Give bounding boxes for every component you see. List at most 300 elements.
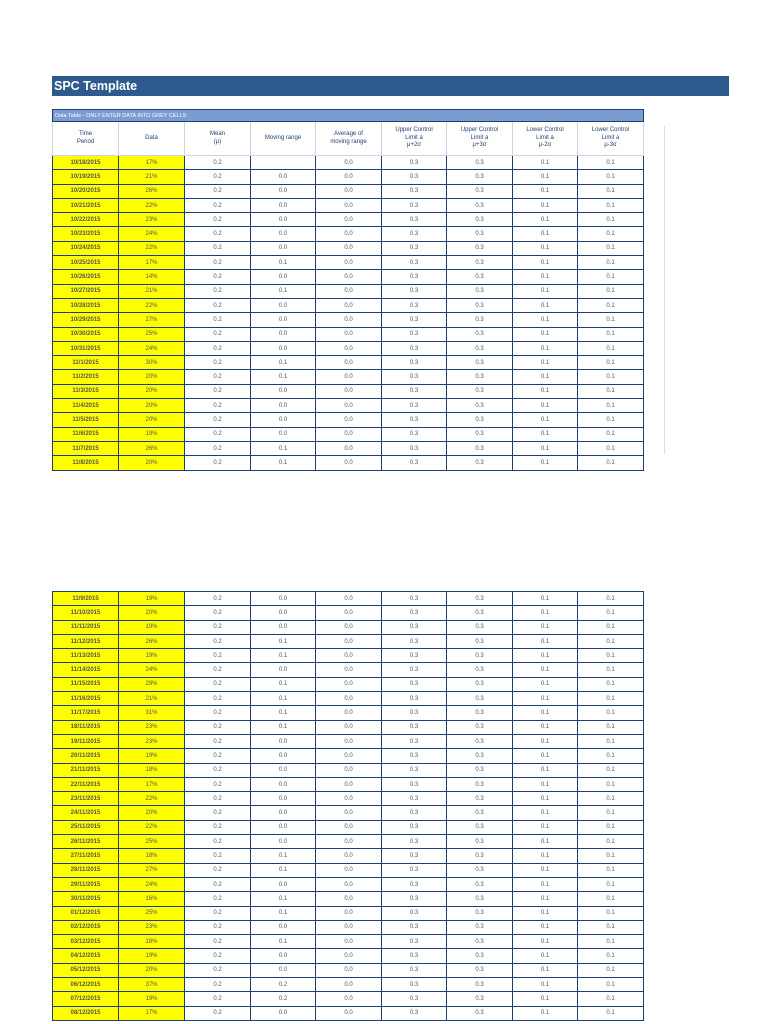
lcl-2sigma-cell: 0.1 [513, 356, 578, 370]
date-cell[interactable]: 24/11/2015 [53, 806, 119, 820]
ucl-3sigma-cell: 0.3 [447, 227, 513, 241]
ucl-3sigma-cell: 0.3 [447, 863, 513, 877]
data-input-cell[interactable]: 23% [119, 920, 185, 934]
date-cell[interactable]: 30/11/2015 [53, 892, 119, 906]
lcl-2sigma-cell: 0.1 [513, 298, 578, 312]
ucl-2sigma-cell: 0.3 [382, 734, 447, 748]
mean-cell: 0.2 [185, 706, 251, 720]
lcl-2sigma-cell: 0.1 [513, 441, 578, 455]
moving-range-cell: 0.0 [251, 963, 316, 977]
ucl-2sigma-cell: 0.3 [382, 170, 447, 184]
data-input-cell[interactable]: 18% [119, 763, 185, 777]
header-mean [185, 122, 251, 156]
ucl-2sigma-cell: 0.3 [382, 227, 447, 241]
ucl-2sigma-cell: 0.3 [382, 313, 447, 327]
ucl-2sigma-cell: 0.3 [382, 692, 447, 706]
date-cell[interactable]: 11/12/2015 [53, 634, 119, 648]
lcl-3sigma-cell: 0.1 [578, 399, 644, 413]
average-moving-range-cell: 0.0 [316, 198, 382, 212]
date-cell[interactable]: 11/4/2015 [53, 399, 119, 413]
table-row [53, 592, 644, 606]
lcl-3sigma-cell: 0.1 [578, 906, 644, 920]
lcl-2sigma-cell: 0.1 [513, 620, 578, 634]
average-moving-range-cell: 0.0 [316, 863, 382, 877]
ucl-3sigma-cell: 0.3 [447, 356, 513, 370]
average-moving-range-cell: 0.0 [316, 677, 382, 691]
lcl-2sigma-cell: 0.1 [513, 835, 578, 849]
date-cell[interactable]: 10/21/2015 [53, 198, 119, 212]
table-row [53, 441, 644, 455]
lcl-2sigma-cell: 0.1 [513, 634, 578, 648]
header-moving-range [251, 122, 316, 156]
average-moving-range-cell: 0.0 [316, 592, 382, 606]
moving-range-cell: 0.0 [251, 777, 316, 791]
table-row [53, 370, 644, 384]
header-lcl-2sigma [513, 122, 578, 156]
date-cell[interactable]: 10/30/2015 [53, 327, 119, 341]
date-cell[interactable]: 11/2/2015 [53, 370, 119, 384]
table-row [53, 706, 644, 720]
ucl-2sigma-cell: 0.3 [382, 298, 447, 312]
date-cell[interactable]: 03/12/2015 [53, 935, 119, 949]
data-input-cell[interactable]: 25% [119, 906, 185, 920]
data-input-cell[interactable]: 20% [119, 963, 185, 977]
ucl-3sigma-cell: 0.3 [447, 213, 513, 227]
header-line: (μ) [213, 138, 222, 145]
header-line: μ-2σ [538, 142, 552, 149]
date-cell[interactable]: 10/20/2015 [53, 184, 119, 198]
mean-cell: 0.2 [185, 835, 251, 849]
mean-cell: 0.2 [185, 677, 251, 691]
data-input-cell[interactable]: 14% [119, 270, 185, 284]
data-input-cell[interactable]: 24% [119, 341, 185, 355]
ucl-2sigma-cell: 0.3 [382, 370, 447, 384]
date-cell[interactable]: 25/11/2015 [53, 820, 119, 834]
data-input-cell[interactable]: 27% [119, 313, 185, 327]
ucl-2sigma-cell: 0.3 [382, 341, 447, 355]
moving-range-cell: 0.1 [251, 892, 316, 906]
ucl-3sigma-cell: 0.3 [447, 920, 513, 934]
table-row [53, 184, 644, 198]
average-moving-range-cell: 0.0 [316, 820, 382, 834]
table-row [53, 649, 644, 663]
date-cell[interactable]: 10/22/2015 [53, 213, 119, 227]
data-input-cell[interactable]: 37% [119, 978, 185, 992]
ucl-2sigma-cell: 0.3 [382, 877, 447, 891]
ucl-2sigma-cell: 0.3 [382, 256, 447, 270]
mean-cell: 0.2 [185, 892, 251, 906]
data-input-cell[interactable]: 20% [119, 413, 185, 427]
lcl-3sigma-cell: 0.1 [578, 441, 644, 455]
date-cell[interactable]: 19/11/2015 [53, 734, 119, 748]
moving-range-cell: 0.0 [251, 920, 316, 934]
data-input-cell[interactable]: 24% [119, 227, 185, 241]
date-cell[interactable]: 11/13/2015 [53, 649, 119, 663]
table-row [53, 634, 644, 648]
average-moving-range-cell: 0.0 [316, 456, 382, 470]
data-input-cell[interactable]: 22% [119, 298, 185, 312]
data-input-cell[interactable]: 21% [119, 692, 185, 706]
date-cell[interactable]: 10/19/2015 [53, 170, 119, 184]
mean-cell: 0.2 [185, 427, 251, 441]
lcl-2sigma-cell: 0.1 [513, 213, 578, 227]
ucl-3sigma-cell: 0.3 [447, 184, 513, 198]
lcl-3sigma-cell: 0.1 [578, 892, 644, 906]
date-cell[interactable]: 11/3/2015 [53, 384, 119, 398]
table-row [53, 877, 644, 891]
lcl-2sigma-cell: 0.1 [513, 963, 578, 977]
data-input-cell[interactable]: 26% [119, 184, 185, 198]
mean-cell: 0.2 [185, 456, 251, 470]
moving-range-cell: 0.0 [251, 170, 316, 184]
data-input-cell[interactable]: 20% [119, 606, 185, 620]
date-cell[interactable]: 07/12/2015 [53, 992, 119, 1006]
data-input-cell[interactable]: 29% [119, 677, 185, 691]
moving-range-cell: 0.1 [251, 356, 316, 370]
table-row [53, 920, 644, 934]
date-cell[interactable]: 11/9/2015 [53, 592, 119, 606]
lcl-2sigma-cell: 0.1 [513, 792, 578, 806]
data-input-cell[interactable]: 17% [119, 777, 185, 791]
data-table-top [52, 109, 644, 471]
moving-range-cell: 0.1 [251, 677, 316, 691]
moving-range-cell: 0.0 [251, 427, 316, 441]
data-input-cell[interactable]: 19% [119, 427, 185, 441]
date-cell[interactable]: 10/18/2015 [53, 156, 119, 170]
data-input-cell[interactable]: 25% [119, 835, 185, 849]
data-input-cell[interactable]: 20% [119, 370, 185, 384]
date-cell[interactable]: 11/16/2015 [53, 692, 119, 706]
date-cell[interactable]: 10/26/2015 [53, 270, 119, 284]
table-row [53, 749, 644, 763]
moving-range-cell: 0.1 [251, 649, 316, 663]
ucl-3sigma-cell: 0.3 [447, 792, 513, 806]
average-moving-range-cell: 0.0 [316, 663, 382, 677]
date-cell[interactable]: 28/11/2015 [53, 863, 119, 877]
lcl-2sigma-cell: 0.1 [513, 849, 578, 863]
date-cell[interactable]: 11/7/2015 [53, 441, 119, 455]
date-cell[interactable]: 11/6/2015 [53, 427, 119, 441]
moving-range-cell: 0.0 [251, 792, 316, 806]
date-cell[interactable]: 27/11/2015 [53, 849, 119, 863]
date-cell[interactable]: 06/12/2015 [53, 978, 119, 992]
moving-range-cell: 0.0 [251, 298, 316, 312]
date-cell[interactable]: 08/12/2015 [53, 1006, 119, 1020]
date-cell[interactable]: 02/12/2015 [53, 920, 119, 934]
mean-cell: 0.2 [185, 370, 251, 384]
moving-range-cell: 0.0 [251, 213, 316, 227]
ucl-2sigma-cell: 0.3 [382, 963, 447, 977]
date-cell[interactable]: 11/1/2015 [53, 356, 119, 370]
ucl-2sigma-cell: 0.3 [382, 441, 447, 455]
moving-range-cell: 0.0 [251, 734, 316, 748]
ucl-3sigma-cell: 0.3 [447, 1006, 513, 1020]
mean-cell: 0.2 [185, 256, 251, 270]
moving-range-cell: 0.1 [251, 441, 316, 455]
table-row [53, 384, 644, 398]
lcl-3sigma-cell: 0.1 [578, 213, 644, 227]
lcl-3sigma-cell: 0.1 [578, 456, 644, 470]
data-input-cell[interactable]: 18% [119, 935, 185, 949]
lcl-2sigma-cell: 0.1 [513, 720, 578, 734]
date-cell[interactable]: 11/17/2015 [53, 706, 119, 720]
moving-range-cell: 0.1 [251, 284, 316, 298]
mean-cell: 0.2 [185, 877, 251, 891]
ucl-2sigma-cell: 0.3 [382, 356, 447, 370]
average-moving-range-cell: 0.0 [316, 835, 382, 849]
date-cell[interactable]: 29/11/2015 [53, 877, 119, 891]
date-cell[interactable]: 11/8/2015 [53, 456, 119, 470]
date-cell[interactable]: 11/15/2015 [53, 677, 119, 691]
lcl-3sigma-cell: 0.1 [578, 284, 644, 298]
data-input-cell[interactable]: 26% [119, 634, 185, 648]
data-input-cell[interactable]: 17% [119, 1006, 185, 1020]
header-line: Limit a [470, 134, 489, 141]
ucl-2sigma-cell: 0.3 [382, 620, 447, 634]
average-moving-range-cell: 0.0 [316, 649, 382, 663]
average-moving-range-cell: 0.0 [316, 692, 382, 706]
average-moving-range-cell: 0.0 [316, 763, 382, 777]
date-cell[interactable]: 10/29/2015 [53, 313, 119, 327]
lcl-2sigma-cell: 0.1 [513, 663, 578, 677]
data-input-cell[interactable]: 19% [119, 749, 185, 763]
average-moving-range-cell: 0.0 [316, 634, 382, 648]
data-table-banner: Data Table - ONLY ENTER DATA INTO GREY CELLS [53, 110, 644, 122]
ucl-3sigma-cell: 0.3 [447, 892, 513, 906]
ucl-3sigma-cell: 0.3 [447, 820, 513, 834]
lcl-3sigma-cell: 0.1 [578, 198, 644, 212]
mean-cell: 0.2 [185, 992, 251, 1006]
data-input-cell[interactable]: 19% [119, 592, 185, 606]
lcl-3sigma-cell: 0.1 [578, 734, 644, 748]
data-input-cell[interactable]: 18% [119, 849, 185, 863]
lcl-3sigma-cell: 0.1 [578, 692, 644, 706]
date-cell[interactable]: 20/11/2015 [53, 749, 119, 763]
lcl-2sigma-cell: 0.1 [513, 256, 578, 270]
date-cell[interactable]: 10/27/2015 [53, 284, 119, 298]
average-moving-range-cell: 0.0 [316, 256, 382, 270]
date-cell[interactable]: 11/5/2015 [53, 413, 119, 427]
date-cell[interactable]: 22/11/2015 [53, 777, 119, 791]
header-line: Period [76, 138, 95, 145]
mean-cell: 0.2 [185, 356, 251, 370]
lcl-3sigma-cell: 0.1 [578, 763, 644, 777]
date-cell[interactable]: 05/12/2015 [53, 963, 119, 977]
data-input-cell[interactable]: 17% [119, 156, 185, 170]
moving-range-cell: 0.0 [251, 384, 316, 398]
mean-cell: 0.2 [185, 270, 251, 284]
mean-cell: 0.2 [185, 935, 251, 949]
data-input-cell[interactable]: 24% [119, 877, 185, 891]
ucl-3sigma-cell: 0.3 [447, 663, 513, 677]
moving-range-cell: 0.1 [251, 692, 316, 706]
data-table-bottom [52, 591, 644, 1021]
lcl-3sigma-cell: 0.1 [578, 777, 644, 791]
ucl-3sigma-cell: 0.3 [447, 992, 513, 1006]
date-cell[interactable]: 01/12/2015 [53, 906, 119, 920]
mean-cell: 0.2 [185, 806, 251, 820]
lcl-3sigma-cell: 0.1 [578, 663, 644, 677]
moving-range-cell: 0.1 [251, 863, 316, 877]
data-input-cell[interactable]: 19% [119, 992, 185, 1006]
mean-cell: 0.2 [185, 820, 251, 834]
ucl-3sigma-cell: 0.3 [447, 456, 513, 470]
mean-cell: 0.2 [185, 298, 251, 312]
data-input-cell[interactable]: 22% [119, 241, 185, 255]
date-cell[interactable]: 11/10/2015 [53, 606, 119, 620]
date-cell[interactable]: 10/31/2015 [53, 341, 119, 355]
data-input-cell[interactable]: 26% [119, 441, 185, 455]
lcl-3sigma-cell: 0.1 [578, 806, 644, 820]
ucl-2sigma-cell: 0.3 [382, 592, 447, 606]
header-line: μ+2σ [406, 142, 421, 149]
average-moving-range-cell: 0.0 [316, 241, 382, 255]
table-row [53, 213, 644, 227]
data-input-cell[interactable]: 23% [119, 734, 185, 748]
ucl-2sigma-cell: 0.3 [382, 978, 447, 992]
data-input-cell[interactable]: 25% [119, 327, 185, 341]
average-moving-range-cell: 0.0 [316, 413, 382, 427]
ucl-2sigma-cell: 0.3 [382, 456, 447, 470]
lcl-3sigma-cell: 0.1 [578, 256, 644, 270]
table-row [53, 156, 644, 170]
sheet-title: SPC Template [52, 76, 729, 96]
date-cell[interactable]: 11/14/2015 [53, 663, 119, 677]
data-input-cell[interactable]: 19% [119, 649, 185, 663]
table-row [53, 620, 644, 634]
data-input-cell[interactable]: 30% [119, 356, 185, 370]
mean-cell: 0.2 [185, 777, 251, 791]
moving-range-cell: 0.0 [251, 820, 316, 834]
ucl-3sigma-cell: 0.3 [447, 935, 513, 949]
ucl-3sigma-cell: 0.3 [447, 341, 513, 355]
moving-range-cell: 0.0 [251, 184, 316, 198]
data-input-cell[interactable]: 19% [119, 620, 185, 634]
lcl-2sigma-cell: 0.1 [513, 156, 578, 170]
date-cell[interactable]: 11/11/2015 [53, 620, 119, 634]
date-cell[interactable]: 10/24/2015 [53, 241, 119, 255]
lcl-2sigma-cell: 0.1 [513, 863, 578, 877]
data-input-cell[interactable]: 22% [119, 792, 185, 806]
average-moving-range-cell: 0.0 [316, 156, 382, 170]
sheet-divider [664, 126, 665, 454]
ucl-2sigma-cell: 0.3 [382, 906, 447, 920]
date-cell[interactable]: 10/28/2015 [53, 298, 119, 312]
column-header-row [53, 122, 644, 156]
ucl-2sigma-cell: 0.3 [382, 606, 447, 620]
lcl-2sigma-cell: 0.1 [513, 270, 578, 284]
data-input-cell[interactable]: 20% [119, 399, 185, 413]
ucl-3sigma-cell: 0.3 [447, 763, 513, 777]
average-moving-range-cell: 0.0 [316, 213, 382, 227]
average-moving-range-cell: 0.0 [316, 298, 382, 312]
lcl-2sigma-cell: 0.1 [513, 692, 578, 706]
date-cell[interactable]: 18/11/2015 [53, 720, 119, 734]
moving-range-cell: 0.0 [251, 949, 316, 963]
data-input-cell[interactable]: 20% [119, 384, 185, 398]
mean-cell: 0.2 [185, 198, 251, 212]
moving-range-cell: 0.0 [251, 592, 316, 606]
data-input-cell[interactable]: 17% [119, 256, 185, 270]
table-row [53, 863, 644, 877]
lcl-3sigma-cell: 0.1 [578, 241, 644, 255]
moving-range-cell: 0.0 [251, 313, 316, 327]
mean-cell: 0.2 [185, 792, 251, 806]
date-cell[interactable]: 23/11/2015 [53, 792, 119, 806]
header-line: Limit a [536, 134, 554, 141]
ucl-3sigma-cell: 0.3 [447, 734, 513, 748]
data-input-cell[interactable]: 20% [119, 456, 185, 470]
moving-range-cell: 0.0 [251, 606, 316, 620]
header-average-moving-range [316, 122, 382, 156]
mean-cell: 0.2 [185, 313, 251, 327]
data-input-cell[interactable]: 23% [119, 720, 185, 734]
average-moving-range-cell: 0.0 [316, 270, 382, 284]
mean-cell: 0.2 [185, 978, 251, 992]
table-row [53, 720, 644, 734]
mean-cell: 0.2 [185, 863, 251, 877]
data-input-cell[interactable]: 22% [119, 820, 185, 834]
ucl-3sigma-cell: 0.3 [447, 978, 513, 992]
data-input-cell[interactable]: 23% [119, 213, 185, 227]
ucl-2sigma-cell: 0.3 [382, 270, 447, 284]
average-moving-range-cell: 0.0 [316, 427, 382, 441]
data-input-cell[interactable]: 21% [119, 284, 185, 298]
lcl-3sigma-cell: 0.1 [578, 792, 644, 806]
lcl-2sigma-cell: 0.1 [513, 327, 578, 341]
lcl-3sigma-cell: 0.1 [578, 849, 644, 863]
date-cell[interactable]: 26/11/2015 [53, 835, 119, 849]
data-input-cell[interactable]: 16% [119, 892, 185, 906]
data-input-cell[interactable]: 20% [119, 806, 185, 820]
table-row [53, 935, 644, 949]
moving-range-cell: 0.0 [251, 241, 316, 255]
data-input-cell[interactable]: 22% [119, 198, 185, 212]
date-cell[interactable]: 10/25/2015 [53, 256, 119, 270]
mean-cell: 0.2 [185, 620, 251, 634]
data-input-cell[interactable]: 31% [119, 706, 185, 720]
date-cell[interactable]: 21/11/2015 [53, 763, 119, 777]
data-input-cell[interactable]: 24% [119, 663, 185, 677]
mean-cell: 0.2 [185, 734, 251, 748]
table-row [53, 427, 644, 441]
lcl-2sigma-cell: 0.1 [513, 677, 578, 691]
ucl-3sigma-cell: 0.3 [447, 313, 513, 327]
header-ucl-2sigma [382, 122, 447, 156]
lcl-2sigma-cell: 0.1 [513, 456, 578, 470]
date-cell[interactable]: 04/12/2015 [53, 949, 119, 963]
lcl-2sigma-cell: 0.1 [513, 992, 578, 1006]
lcl-2sigma-cell: 0.1 [513, 241, 578, 255]
lcl-2sigma-cell: 0.1 [513, 284, 578, 298]
lcl-2sigma-cell: 0.1 [513, 920, 578, 934]
data-input-cell[interactable]: 27% [119, 863, 185, 877]
date-cell[interactable]: 10/23/2015 [53, 227, 119, 241]
data-input-cell[interactable]: 19% [119, 949, 185, 963]
average-moving-range-cell: 0.0 [316, 920, 382, 934]
ucl-2sigma-cell: 0.3 [382, 156, 447, 170]
table-row [53, 692, 644, 706]
lcl-2sigma-cell: 0.1 [513, 399, 578, 413]
lcl-3sigma-cell: 0.1 [578, 427, 644, 441]
header-line: Lower Control [526, 127, 564, 134]
lcl-3sigma-cell: 0.1 [578, 920, 644, 934]
mean-cell: 0.2 [185, 720, 251, 734]
moving-range-cell: 0.0 [251, 806, 316, 820]
lcl-2sigma-cell: 0.1 [513, 170, 578, 184]
data-input-cell[interactable]: 21% [119, 170, 185, 184]
mean-cell: 0.2 [185, 341, 251, 355]
